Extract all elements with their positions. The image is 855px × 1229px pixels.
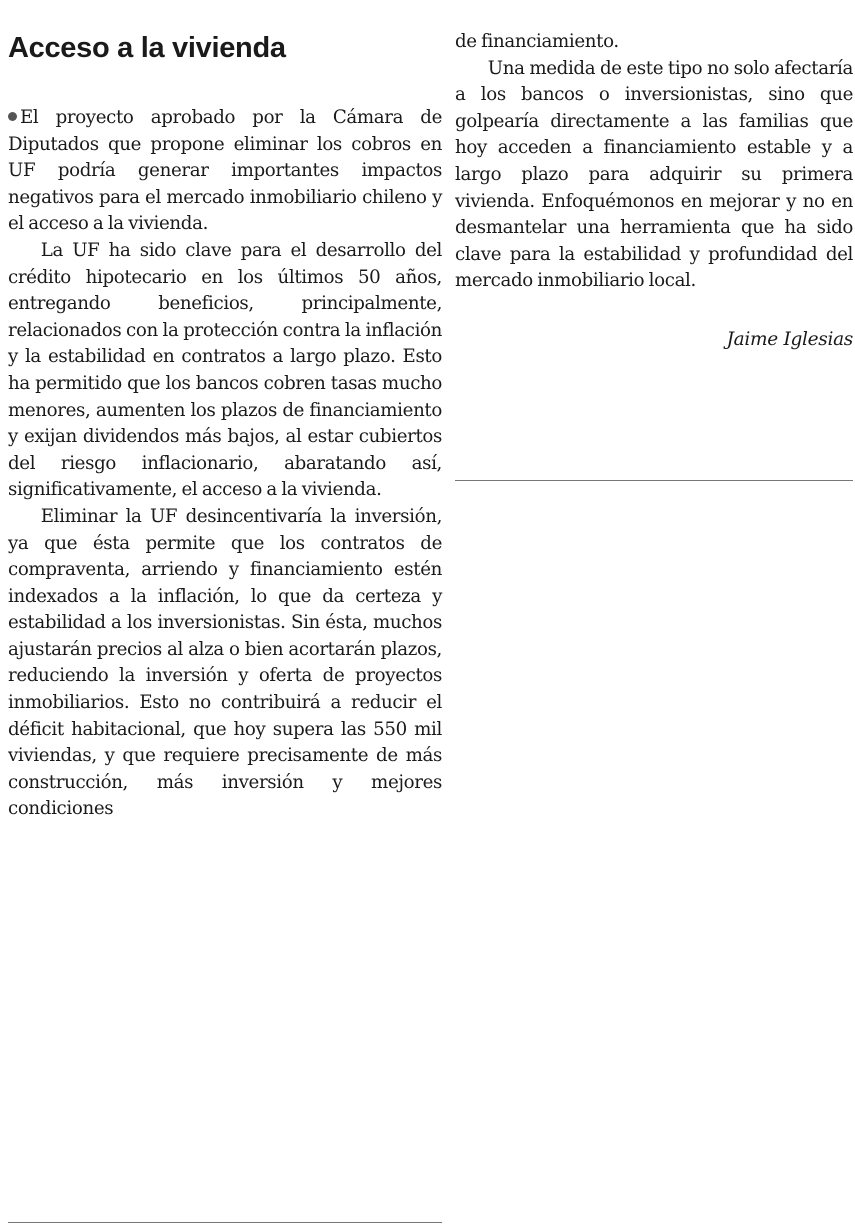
- paragraph-continuation: de financiamiento.: [455, 31, 619, 52]
- bullet-icon: [8, 112, 17, 121]
- paragraph-intro: [8, 105, 442, 238]
- paragraph-conclusion: Una medida de este tipo no solo afectaría a los bancos o inversionistas, sino que golpearía directamente a las familias que hoy acceden a financiamiento estable y a largo plazo para adquirir su primera vivienda. Enfoquémonos en mejorar y no en desmantelar una herramienta que ha sido clave para la estabilidad y profundidad del mercado inmobiliario local.: [455, 57, 853, 292]
- left-column: [8, 0, 442, 823]
- divider-rule-bottom-left: [8, 1222, 442, 1223]
- article-headline: Acceso a la vivienda: [8, 32, 286, 64]
- paragraph-uf-role: La UF ha sido clave para el desarrollo del crédito hipotecario en los últimos 50 años, entregando beneficios, principalmente, relacionados con la protección contra la inflación y la estabilidad en contratos a largo plazo. Esto ha permitido que los bancos cobren tasas mucho menores, aumenten los plazos de financiamiento y exijan dividendos más bajos, al estar cubiertos del riesgo inflacionario, abaratando así, significativamente, el acceso a la vivienda.: [8, 239, 442, 501]
- article-body-left: [8, 105, 442, 823]
- right-column: [455, 0, 853, 350]
- paragraph-intro-text: El proyecto aprobado por la Cámara de Diputados que propone eliminar los cobros en UF podría generar importantes impactos negativos para el mercado inmobiliario chileno y el acceso a la vivienda.: [8, 107, 442, 235]
- author-signature: Jaime Iglesias: [726, 328, 853, 350]
- divider-rule-right: [455, 480, 853, 481]
- paragraph-investment: Eliminar la UF desincentivaría la inversión, ya que ésta permite que los contratos de compraventa, arriendo y financiamiento estén indexados a la inflación, lo que da certeza y estabilidad a los inversionistas. Sin ésta, muchos ajustarán precios al alza o bien acortarán plazos, reduciendo la inversión y oferta de proyectos inmobiliarios. Esto no contribuirá a reducir el déficit habitacional, que hoy supera las 550 mil viviendas, y que requiere precisamente de más construcción, más inversión y mejores condiciones: [8, 505, 442, 820]
- article-body-right: [455, 29, 853, 295]
